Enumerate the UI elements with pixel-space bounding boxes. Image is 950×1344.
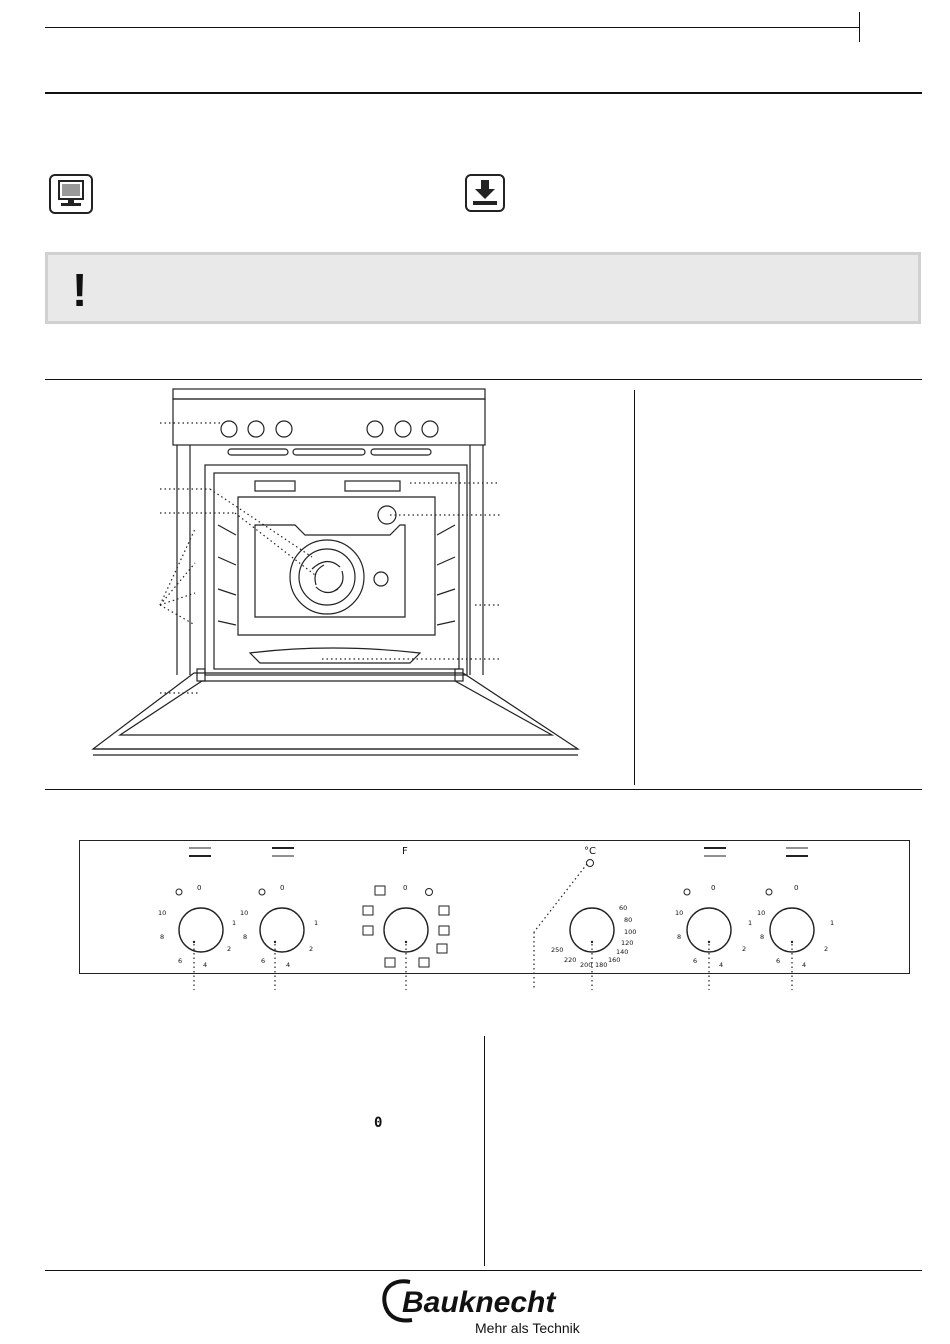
knob5-tick-1: 1: [748, 919, 753, 927]
lower-divider-vertical: [484, 1036, 485, 1266]
knob1-tick-8: 8: [160, 933, 165, 941]
section-rule-1: [45, 379, 922, 380]
knob6-zero-label: 0: [794, 884, 799, 892]
knob2-tick-1: 1: [314, 919, 319, 927]
knob2-zero-label: 0: [280, 884, 285, 892]
knob1-tick-10: 10: [158, 909, 167, 917]
knob5-tick-2: 2: [742, 945, 747, 953]
knob2-tick-6: 6: [261, 957, 266, 965]
temp-80: 80: [624, 916, 633, 924]
knob1-tick-2: 2: [227, 945, 232, 953]
knob-1: [179, 908, 223, 952]
brand-tagline: Mehr als Technik: [475, 1320, 580, 1336]
knob6-tick-8: 8: [760, 933, 765, 941]
knob5-tick-6: 6: [693, 957, 698, 965]
temp-160: 160: [608, 956, 621, 964]
selector-zero-label: 0: [403, 884, 408, 892]
knob1-tick-6: 6: [178, 957, 183, 965]
knob2-tick-4: 4: [286, 961, 291, 969]
off-position-label: 0: [374, 1115, 383, 1131]
temp-140: 140: [616, 948, 629, 956]
knob1-tick-1: 1: [232, 919, 237, 927]
knob6-tick-2: 2: [824, 945, 829, 953]
temp-200: 200: [580, 961, 593, 969]
temperature-unit-label: °C: [584, 846, 596, 857]
warning-notice: [45, 252, 921, 324]
knob6-tick-1: 1: [830, 919, 835, 927]
temp-60: 60: [619, 904, 628, 912]
knob-2: [260, 908, 304, 952]
temp-180: 180: [595, 961, 608, 969]
control-panel-drawing: [79, 840, 910, 1000]
knob2-tick-8: 8: [243, 933, 248, 941]
section-divider-vertical: [634, 390, 635, 785]
knob6-tick-6: 6: [776, 957, 781, 965]
knob5-tick-8: 8: [677, 933, 682, 941]
temp-120: 120: [621, 939, 634, 947]
download-icon: [465, 174, 505, 212]
knob2-tick-10: 10: [240, 909, 249, 917]
knob2-tick-2: 2: [309, 945, 314, 953]
section-rule-2: [45, 789, 922, 790]
header-top-rule: [45, 27, 860, 28]
knob5-tick-10: 10: [675, 909, 684, 917]
temp-220: 220: [564, 956, 577, 964]
monitor-icon: [49, 174, 93, 214]
oven-illustration: [90, 385, 590, 765]
header-corner-mark: [859, 12, 860, 42]
selector-mark-label: F: [402, 846, 408, 857]
temp-100: 100: [624, 928, 637, 936]
knob5-tick-4: 4: [719, 961, 724, 969]
exclamation-icon: !: [72, 264, 88, 316]
header-bottom-rule: [45, 92, 922, 94]
knob6-tick-10: 10: [757, 909, 766, 917]
temp-250: 250: [551, 946, 564, 954]
knob1-tick-4: 4: [203, 961, 208, 969]
brand-wordmark: Bauknecht: [402, 1286, 556, 1319]
knob1-zero-label: 0: [197, 884, 202, 892]
knob6-tick-4: 4: [802, 961, 807, 969]
knob5-zero-label: 0: [711, 884, 716, 892]
